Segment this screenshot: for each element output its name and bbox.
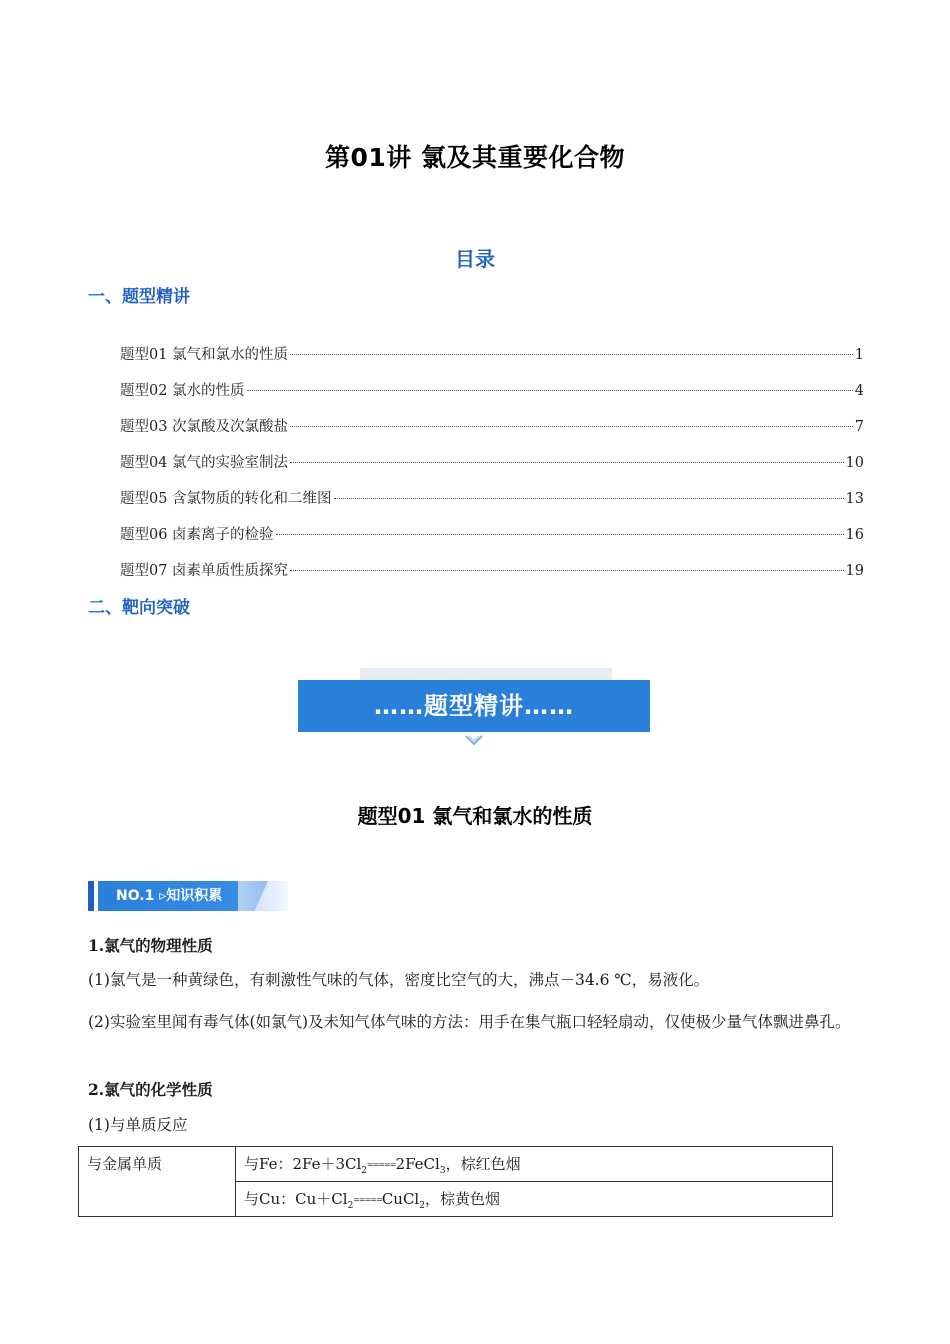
paragraph-3: (1)与单质反应 xyxy=(88,1116,188,1134)
toc-leader-dots xyxy=(334,498,844,499)
toc-leader-dots xyxy=(290,354,853,355)
fe-product-sub: 3 xyxy=(439,1165,446,1176)
toc-entry-page: 7 xyxy=(854,419,864,435)
toc-entry-text: 题型07 卤素单质性质探究 xyxy=(120,563,289,579)
toc-leader-dots xyxy=(290,462,843,463)
chevron-down-icon xyxy=(464,734,484,748)
cu-reaction-cell xyxy=(236,1182,833,1217)
fe-reaction-cell xyxy=(236,1147,833,1182)
toc-section-1[interactable]: 一、题型精讲 xyxy=(88,287,190,307)
type-title: 题型01 氯气和氯水的性质 xyxy=(357,804,593,828)
toc-entry-text: 题型06 卤素离子的检验 xyxy=(120,527,274,543)
toc-entry-page: 16 xyxy=(845,527,864,543)
banner-label: ……题型精讲…… xyxy=(298,680,650,732)
cu-prefix: 与Cu：Cu＋Cl xyxy=(244,1189,348,1208)
toc-leader-dots xyxy=(247,390,853,391)
toc-entry-text: 题型03 次氯酸及次氯酸盐 xyxy=(120,419,289,435)
toc-entry-text: 题型05 含氯物质的转化和二维图 xyxy=(120,491,332,507)
toc-leader-dots xyxy=(290,570,843,571)
fe-prefix: 与Fe：2Fe＋3Cl xyxy=(244,1154,362,1173)
toc-entry[interactable] xyxy=(120,487,864,523)
badge-bar xyxy=(88,881,94,911)
paragraph-2: (2)实验室里闻有毒气体(如氯气)及未知气体气味的方法：用手在集气瓶口轻轻扇动，仅使极少量气体飘进鼻孔。 xyxy=(88,1013,851,1031)
toc-section-2[interactable]: 二、靶向突破 xyxy=(88,598,190,618)
toc-entry[interactable] xyxy=(120,379,864,415)
toc-entry-page: 19 xyxy=(845,563,864,579)
knowledge-badge xyxy=(88,881,288,911)
toc-entry-text: 题型01 氯气和氯水的性质 xyxy=(120,347,289,363)
fe-equals: ===== xyxy=(367,1159,396,1169)
cu-sub: 2 xyxy=(347,1200,354,1211)
reaction-table xyxy=(78,1146,833,1217)
toc-leader-dots xyxy=(276,534,844,535)
heading-chemical-properties: 2.氯气的化学性质 xyxy=(88,1080,213,1099)
document-title: 第01讲 氯及其重要化合物 xyxy=(325,143,625,172)
row-label-metal: 与金属单质 xyxy=(79,1147,236,1217)
toc-list xyxy=(120,343,864,595)
fe-suffix: ，棕红色烟 xyxy=(445,1154,521,1173)
cu-product: CuCl xyxy=(381,1189,420,1208)
toc-entry-text: 题型04 氯气的实验室制法 xyxy=(120,455,289,471)
cu-equals: ===== xyxy=(353,1194,382,1204)
toc-leader-dots xyxy=(290,426,853,427)
section-banner xyxy=(298,668,650,748)
cu-suffix: ，棕黄色烟 xyxy=(424,1189,500,1208)
badge-label: NO.1 ▹知识积累 xyxy=(116,888,223,904)
table-row xyxy=(79,1147,833,1182)
toc-entry[interactable] xyxy=(120,343,864,379)
toc-heading: 目录 xyxy=(455,247,495,271)
heading-physical-properties: 1.氯气的物理性质 xyxy=(88,936,213,955)
toc-entry-page: 13 xyxy=(845,491,864,507)
badge-fade xyxy=(238,881,288,911)
toc-entry-page: 4 xyxy=(854,383,864,399)
toc-entry[interactable] xyxy=(120,451,864,487)
paragraph-1: (1)氯气是一种黄绿色，有刺激性气味的气体，密度比空气的大，沸点－34.6 ℃，易液化。 xyxy=(88,971,710,989)
fe-product: 2FeCl xyxy=(395,1154,440,1173)
toc-entry[interactable] xyxy=(120,415,864,451)
toc-entry-text: 题型02 氯水的性质 xyxy=(120,383,245,399)
cu-product-sub: 2 xyxy=(419,1200,425,1211)
toc-entry-page: 10 xyxy=(845,455,864,471)
fe-sub: 2 xyxy=(361,1165,368,1176)
toc-entry-page: 1 xyxy=(854,347,864,363)
toc-entry[interactable] xyxy=(120,523,864,559)
toc-entry[interactable] xyxy=(120,559,864,595)
